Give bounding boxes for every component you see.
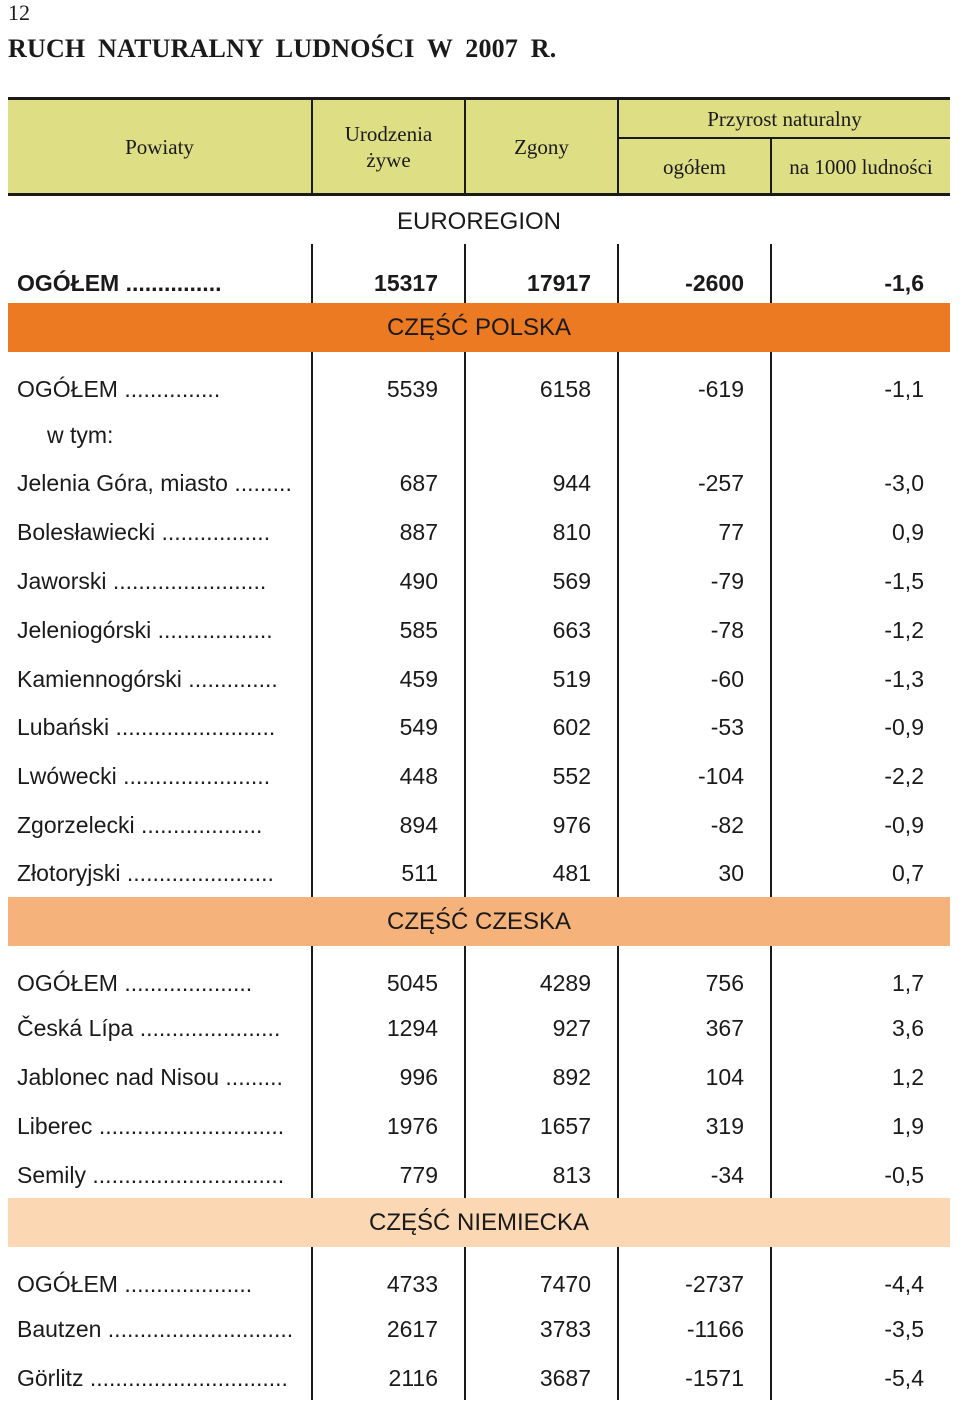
header-zgony: Zgony — [514, 135, 569, 159]
table-row: Kamiennogórski .............. 459 519 -60 -1,3 — [17, 666, 924, 692]
table-row: Česká Lípa ...................... 1294 927 367 3,6 — [17, 1015, 924, 1041]
section-czesc-czeska: CZĘŚĆ CZESKA — [8, 897, 950, 946]
table-row: Görlitz ............................... 2116 3687 -1571 -5,4 — [17, 1365, 924, 1391]
header-na1000: na 1000 ludności — [789, 155, 933, 179]
table-row: Bolesławiecki ................. 887 810 77 0,9 — [17, 519, 924, 545]
table-row-czeska-total: OGÓŁEM .................... 5045 4289 756 1,7 — [17, 970, 924, 996]
header-urodzenia: Urodzenia żywe — [344, 122, 433, 172]
table-row: Lubański ......................... 549 602 -53 -0,9 — [17, 714, 924, 740]
table-row: Złotoryjski ....................... 511 481 30 0,7 — [17, 860, 924, 886]
section-euroregion: EUROREGION — [396, 208, 561, 235]
table-row: Lwówecki ....................... 448 552 -104 -2,2 — [17, 763, 924, 789]
w-tym-label: w tym: — [47, 422, 114, 448]
table-row: Jeleniogórski .................. 585 663 -78 -1,2 — [17, 617, 924, 643]
table-header — [8, 97, 950, 196]
page-title: RUCH NATURALNY LUDNOŚCI W 2007 R. — [8, 34, 557, 63]
page-number: 12 — [8, 0, 30, 25]
table-row-euroregion-total: OGÓŁEM ............... 15317 17917 -2600 -1,6 — [17, 270, 924, 296]
table-row-polska-total: OGÓŁEM ............... 5539 6158 -619 -1,1 — [17, 376, 924, 402]
table-row: Liberec ............................. 1976 1657 319 1,9 — [17, 1113, 924, 1139]
table-row: Semily .............................. 779 813 -34 -0,5 — [17, 1162, 924, 1188]
section-czesc-niemiecka: CZĘŚĆ NIEMIECKA — [8, 1198, 950, 1247]
table-row: Zgorzelecki ................... 894 976 -82 -0,9 — [17, 812, 924, 838]
table-row: Jaworski ........................ 490 569 -79 -1,5 — [17, 568, 924, 594]
table-row: Jablonec nad Nisou ......... 996 892 104 1,2 — [17, 1064, 924, 1090]
header-ogolem: ogółem — [663, 155, 726, 179]
header-przyrost: Przyrost naturalny — [707, 107, 862, 131]
table-row: Jelenia Góra, miasto ......... 687 944 -257 -3,0 — [17, 470, 924, 496]
table-row-niemiecka-total: OGÓŁEM .................... 4733 7470 -2737 -4,4 — [17, 1271, 924, 1297]
section-czesc-polska: CZĘŚĆ POLSKA — [8, 303, 950, 352]
table-row: Bautzen ............................. 2617 3783 -1166 -3,5 — [17, 1316, 924, 1342]
header-powiaty: Powiaty — [125, 135, 194, 159]
